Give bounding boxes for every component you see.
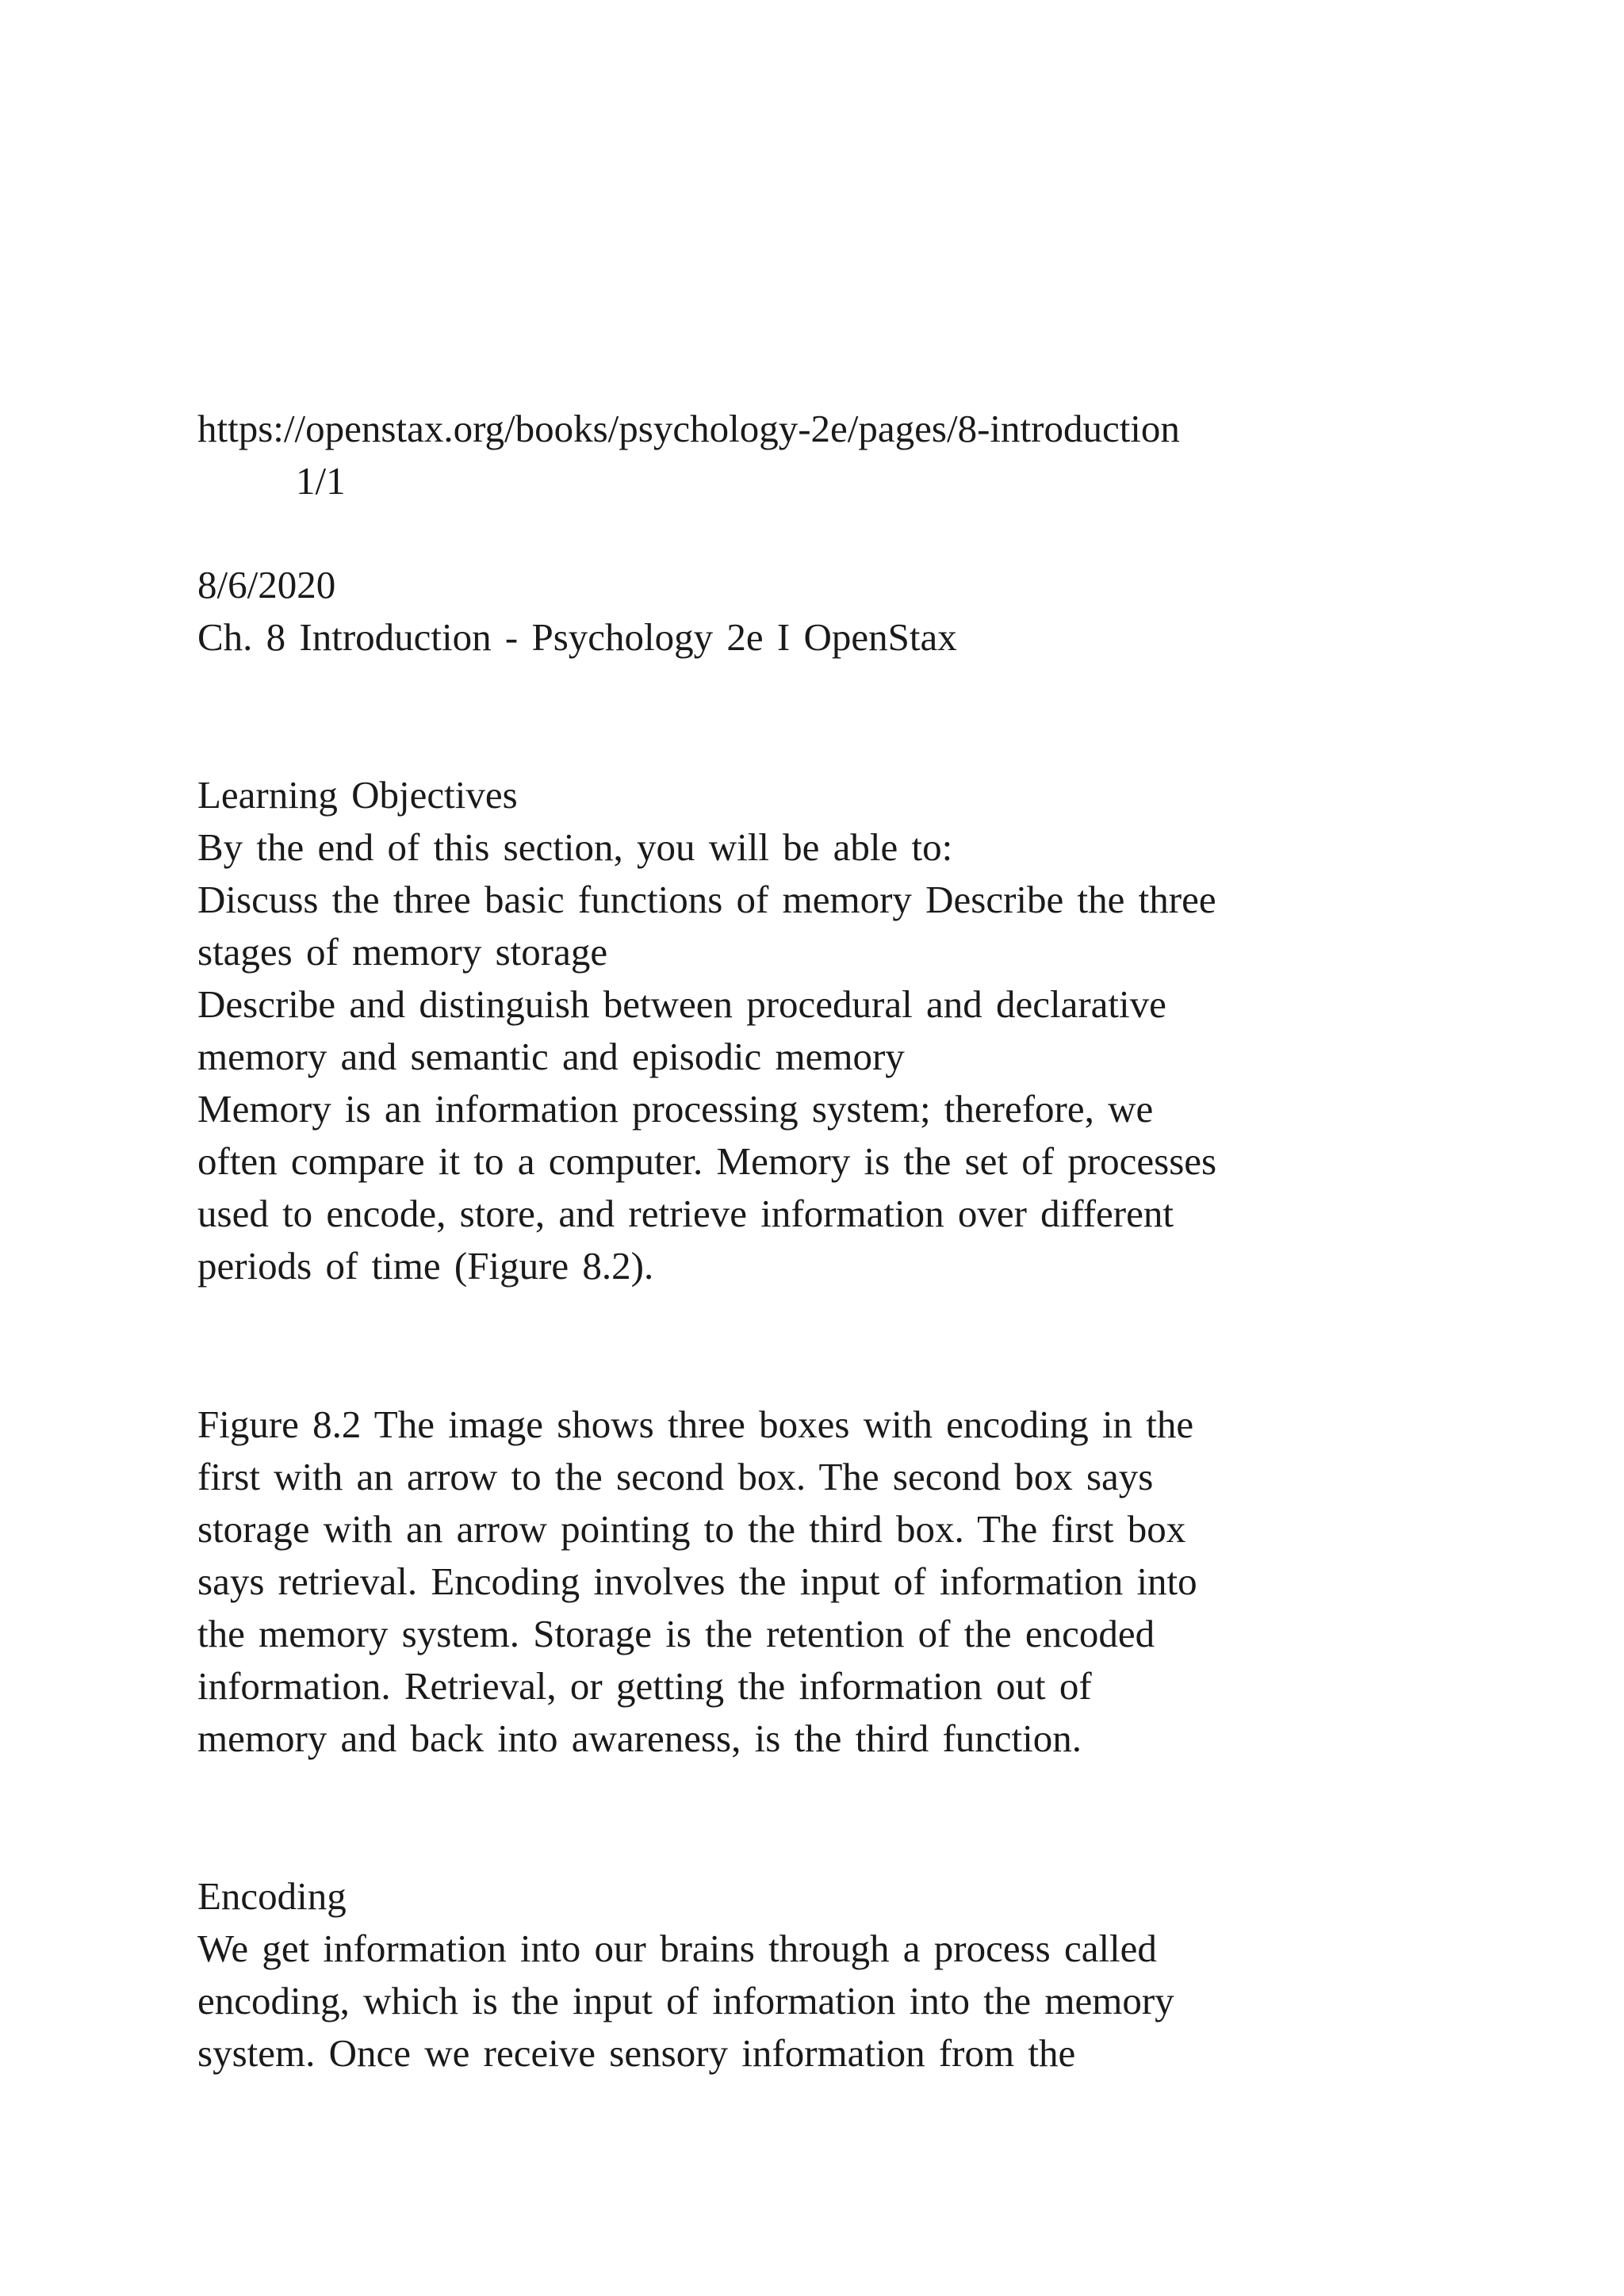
figure-caption-line: memory and back into awareness, is the third function. (197, 1716, 1082, 1760)
figure-caption-line: Figure 8.2 The image shows three boxes with encoding in the (197, 1402, 1194, 1446)
figure-caption-line: says retrieval. Encoding involves the input of information into (197, 1559, 1197, 1603)
figure-caption-line: information. Retrieval, or getting the information out of (197, 1664, 1092, 1708)
print-date: 8/6/2020 (197, 563, 336, 607)
encoding-paragraph-line: We get information into our brains through a process called (197, 1927, 1157, 1970)
figure-caption-line: the memory system. Storage is the retention of the encoded (197, 1612, 1155, 1655)
figure-caption-line: storage with an arrow pointing to the third box. The first box (197, 1507, 1186, 1551)
figure-caption-line: first with an arrow to the second box. The second box says (197, 1455, 1154, 1498)
objectives-heading: Learning Objectives (197, 773, 518, 817)
page-count: 1/1 (296, 459, 346, 503)
objectives-line: Discuss the three basic functions of memory Describe the three (197, 878, 1216, 921)
objectives-line: By the end of this section, you will be able to: (197, 825, 953, 869)
intro-paragraph-line: Memory is an information processing system; therefore, we (197, 1087, 1154, 1131)
encoding-paragraph-line: system. Once we receive sensory information from the (197, 2031, 1076, 2075)
encoding-paragraph-line: encoding, which is the input of information into the memory (197, 1979, 1174, 2022)
page-title: Ch. 8 Introduction - Psychology 2e I OpenStax (197, 615, 957, 659)
intro-paragraph-line: often compare it to a computer. Memory is the set of processes (197, 1139, 1217, 1183)
objectives-line: Describe and distinguish between procedural and declarative (197, 982, 1166, 1026)
encoding-heading: Encoding (197, 1874, 347, 1918)
intro-paragraph-line: periods of time (Figure 8.2). (197, 1244, 654, 1288)
objectives-line: memory and semantic and episodic memory (197, 1035, 905, 1078)
source-url: https://openstax.org/books/psychology-2e/pages/8-introduction (197, 407, 1180, 450)
intro-paragraph-line: used to encode, store, and retrieve information over different (197, 1192, 1174, 1235)
objectives-line: stages of memory storage (197, 930, 608, 974)
